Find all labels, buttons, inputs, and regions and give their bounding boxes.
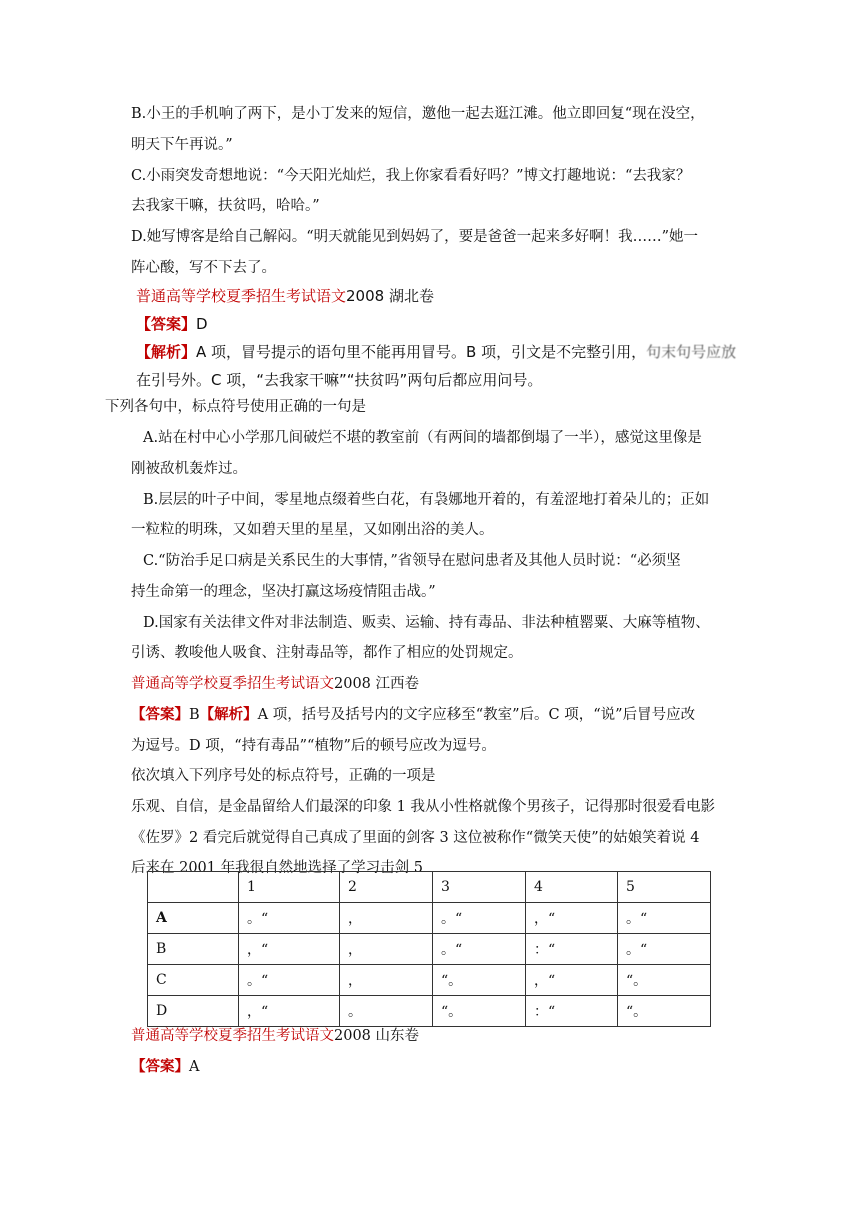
table-cell: “。 (618, 996, 711, 1027)
answer-line-2 (131, 705, 695, 725)
option-b-line-1: B.小王的手机响了两下，是小丁发来的短信，邀他一起去逛江滩。他立即回复“现在没空， (131, 106, 705, 122)
q2-option-c-line-2: 持生命第一的理念，坚决打赢这场疫情阻击战。” (131, 584, 436, 600)
table-cell: B (148, 934, 239, 965)
option-d-line-2: 阵心酸，写不下去了。 (131, 260, 276, 276)
table-cell: ， (340, 903, 433, 934)
option-d-line-1: D.她写博客是给自己解闷。“明天就能见到妈妈了，要是爸爸一起来多好啊！我……”她一 (131, 229, 699, 245)
table-cell: D (148, 996, 239, 1027)
table-row (148, 903, 711, 934)
table-cell: 。“ (618, 934, 711, 965)
table-cell: 4 (526, 872, 618, 903)
q2-option-b-line-1: B.层层的叶子中间，零星地点缀着些白花，有袅娜地开着的，有羞涩地打着朵儿的；正如 (143, 492, 710, 508)
table-cell: ，“ (526, 903, 618, 934)
answer-value: B (189, 707, 200, 723)
table-cell: ，“ (239, 996, 340, 1027)
table-cell: 。“ (239, 965, 340, 996)
options-table (147, 871, 711, 1027)
q2-option-c-line-1: C.“防治手足口病是关系民生的大事情，”省领导在慰问患者及其他人员时说：“必须坚 (143, 553, 681, 569)
table-cell: ：“ (526, 996, 618, 1027)
table-cell: ， (340, 934, 433, 965)
option-b-line-2: 明天下午再说。” (131, 137, 233, 153)
answer-tag: 【答案】 (136, 315, 197, 333)
option-c-line-1: C.小雨突发奇想地说：“今天阳光灿烂，我上你家看看好吗？”博文打趣地说：“去我家？ (131, 168, 691, 184)
analysis-line-2: 在引号外。C 项，“去我家干嘛”“扶贫吗”两句后都应用问号。 (136, 371, 543, 389)
q3-passage-line-2: 《佐罗》2 看完后就觉得自己真成了里面的剑客 3 这位被称作“微笑天使”的姑娘笑着说 4 (131, 830, 700, 846)
answer-tag: 【答案】 (131, 1058, 189, 1075)
table-cell (148, 872, 239, 903)
analysis-text-1: A 项，括号及括号内的文字应移至“教室”后。C 项，“说”后冒号应改 (257, 707, 696, 723)
question-3-stem: 依次填入下列序号处的标点符号，正确的一项是 (131, 768, 436, 784)
table-cell: “。 (433, 965, 526, 996)
analysis-tag: 【解析】 (199, 706, 258, 723)
source-line-hubei (136, 285, 434, 307)
table-cell: “。 (618, 965, 711, 996)
analysis-line-1 (136, 341, 736, 363)
answer-value: D (196, 315, 208, 333)
table-cell: C (148, 965, 239, 996)
q2-option-b-line-2: 一粒粒的明珠，又如碧天里的星星，又如刚出浴的美人。 (131, 522, 494, 538)
table-cell: 。“ (239, 903, 340, 934)
table-cell: ， (340, 965, 433, 996)
source-year: 2008 江西卷 (334, 676, 420, 692)
table-row (148, 965, 711, 996)
q3-passage-line-3: 后来在 2001 年我很自然地选择了学习击剑 5 (131, 860, 423, 876)
table-cell: A (148, 903, 239, 934)
answer-tag: 【答案】 (131, 706, 189, 723)
table-cell: 。“ (433, 903, 526, 934)
analysis-text-1: A 项，冒号提示的语句里不能再用冒号。B 项，引文是不完整引用， (196, 343, 647, 361)
question-2-stem: 下列各句中，标点符号使用正确的一句是 (105, 399, 366, 415)
q2-option-d-line-2: 引诱、教唆他人吸食、注射毒品等，都作了相应的处罚规定。 (131, 645, 523, 661)
table-row (148, 934, 711, 965)
q2-option-d-line-1: D.国家有关法律文件对非法制造、贩卖、运输、持有毒品、非法种植罂粟、大麻等植物、 (143, 615, 710, 631)
table-cell: ：“ (526, 934, 618, 965)
option-c-line-2: 去我家干嘛，扶贫吗，哈哈。” (131, 198, 320, 214)
source-line-shandong (131, 1026, 419, 1046)
analysis-text-1-tail: 句末句号应放 (646, 343, 737, 361)
table-cell: 3 (433, 872, 526, 903)
answer-line-1 (136, 313, 208, 335)
table-cell: 。“ (433, 934, 526, 965)
q2-option-a-line-1: A.站在村中心小学那几间破烂不堪的教室前（有两间的墙都倒塌了一半），感觉这里像是 (143, 430, 702, 446)
table-cell: 。 (340, 996, 433, 1027)
q3-passage-line-1: 乐观、自信，是金晶留给人们最深的印象 1 我从小性格就像个男孩子，记得那时很爱看电影 (131, 799, 715, 815)
table-cell: 1 (239, 872, 340, 903)
source-title: 普通高等学校夏季招生考试语文 (136, 287, 347, 305)
analysis-2-line-2: 为逗号。D 项，“持有毒品”“植物”后的顿号应改为逗号。 (131, 738, 496, 754)
source-line-jiangxi (131, 674, 419, 694)
table-cell: 5 (618, 872, 711, 903)
table-cell: ，“ (239, 934, 340, 965)
table-cell: ，“ (526, 965, 618, 996)
source-title: 普通高等学校夏季招生考试语文 (131, 1028, 334, 1044)
table-header-row (148, 872, 711, 903)
table-cell: 。“ (618, 903, 711, 934)
source-year: 2008 山东卷 (334, 1028, 420, 1044)
q2-option-a-line-2: 刚被敌机轰炸过。 (131, 461, 247, 477)
answer-value: A (189, 1059, 200, 1075)
source-title: 普通高等学校夏季招生考试语文 (131, 676, 334, 692)
source-year: 2008 湖北卷 (346, 287, 434, 305)
answer-line-3 (131, 1057, 199, 1077)
table-row (148, 996, 711, 1027)
table-cell: “。 (433, 996, 526, 1027)
analysis-tag: 【解析】 (136, 343, 197, 361)
table-cell: 2 (340, 872, 433, 903)
